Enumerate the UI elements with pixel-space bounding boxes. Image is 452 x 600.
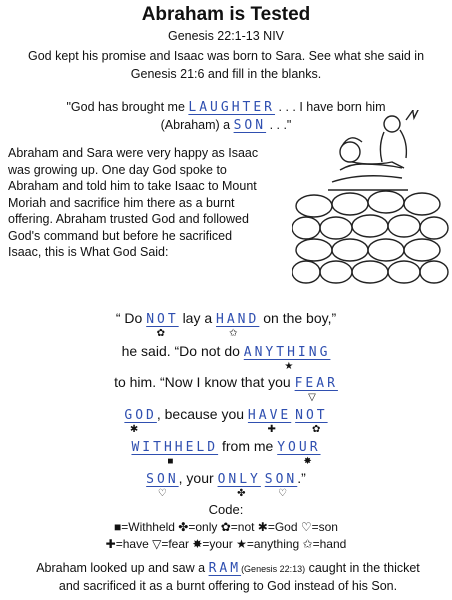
puzzle-text: to him. “Now I know that you: [114, 374, 291, 390]
story-line: offering. Abraham trusted God and followed: [8, 212, 249, 226]
quote-text: (Abraham) a: [160, 118, 231, 132]
puzzle-word: [264, 470, 298, 499]
fill-blank-anything[interactable]: ANYTHING: [243, 345, 331, 360]
puzzle-word: [247, 406, 292, 435]
puzzle-line-6: [0, 470, 452, 499]
intro-text: [0, 47, 452, 83]
puzzle-word: [294, 374, 338, 403]
story-line: was growing up. One day God spoke to: [8, 162, 227, 177]
story-line: Abraham and told him to take Isaac to Mount: [8, 179, 257, 193]
son-code-icon: ♡: [278, 488, 288, 499]
story-line: Moriah and sacrifice him there as a burnt: [8, 195, 235, 210]
fill-blank-hand[interactable]: HAND: [216, 312, 260, 327]
code-row-1: ■=Withheld ✤=only ✿=not ✱=God ♡=son: [114, 520, 338, 534]
hand-code-icon: ✩: [229, 328, 238, 339]
fill-blank-ram[interactable]: RAM: [208, 561, 242, 576]
puzzle-line-4: [0, 406, 452, 435]
fill-blank-god[interactable]: GOD: [124, 408, 157, 423]
puzzle-line-1: [0, 310, 452, 339]
fill-blank-son-2[interactable]: SON: [146, 472, 179, 487]
fill-blank-son-3[interactable]: SON: [264, 472, 298, 487]
puzzle-word: [277, 438, 321, 467]
scripture-reference: Genesis 22:1-13 NIV: [167, 29, 285, 43]
fill-blank-not-2[interactable]: NOT: [295, 408, 328, 423]
puzzle-text: “ Do: [115, 310, 143, 326]
fill-blank-fear[interactable]: FEAR: [294, 376, 338, 391]
puzzle-word: [146, 310, 179, 339]
quote-text: . . . I have born him: [278, 100, 386, 114]
story-paragraph: [8, 145, 308, 261]
puzzle-word: [146, 470, 179, 499]
fill-blank-your[interactable]: YOUR: [277, 440, 321, 455]
puzzle-text: .”: [297, 470, 306, 486]
story-line: Abraham and Sara were very happy as Isaac: [8, 146, 259, 160]
fill-blank-withheld[interactable]: WITHHELD: [131, 440, 219, 455]
not-code-icon: ✿: [312, 424, 321, 435]
only-code-icon: ✤: [237, 488, 246, 499]
your-code-icon: ✸: [303, 456, 312, 467]
fill-blank-son[interactable]: SON: [233, 118, 267, 133]
puzzle-word: [217, 470, 261, 499]
puzzle-word: [216, 310, 260, 339]
puzzle-word: [124, 406, 157, 435]
puzzle-text: from me: [221, 438, 274, 454]
code-title: Code:: [208, 502, 244, 517]
story-line: Isaac, this is What God Said:: [8, 245, 169, 259]
puzzle-word: [131, 438, 219, 467]
code-row-2: ✚=have ▽=fear ✸=your ★=anything ✩=hand: [105, 537, 347, 551]
puzzle-text: on the boy,”: [263, 310, 337, 326]
closing-line-2: and sacrificed it as a burnt offering to God instead of his Son.: [58, 579, 398, 593]
fill-blank-only[interactable]: ONLY: [217, 472, 261, 487]
puzzle-line-5: [0, 438, 452, 467]
god-code-icon: ✱: [129, 424, 139, 435]
anything-code-icon: ★: [284, 361, 294, 372]
quote-text: . . .": [269, 118, 292, 132]
fill-blank-not[interactable]: NOT: [146, 312, 179, 327]
closing-reference: (Genesis 22:13): [241, 564, 306, 574]
have-code-icon: ✚: [267, 424, 276, 435]
fill-blank-laughter[interactable]: LAUGHTER: [188, 100, 276, 115]
intro-line: Genesis 21:6 and fill in the blanks.: [130, 67, 322, 81]
puzzle-text: he said. “Do not do: [121, 343, 240, 359]
intro-line: God kept his promise and Isaac was born to Sara. See what she said in: [27, 49, 425, 63]
closing-line-1: [6, 560, 450, 578]
not-code-icon: ✿: [156, 328, 165, 339]
quote-text: "God has brought me: [66, 100, 185, 114]
puzzle-word: [295, 406, 328, 435]
closing-paragraph: [6, 560, 450, 595]
withheld-code-icon: ■: [167, 456, 174, 467]
page-title: Abraham is Tested: [141, 4, 311, 25]
puzzle-text: , because you: [156, 406, 245, 422]
closing-text: caught in the thicket: [308, 561, 420, 575]
puzzle-word: [243, 343, 331, 372]
closing-text: Abraham looked up and saw a: [36, 561, 206, 575]
puzzle-line-2: [0, 343, 452, 372]
puzzle-line-3: [0, 374, 452, 403]
altar-illustration: [292, 110, 450, 290]
fear-code-icon: ▽: [308, 392, 316, 403]
story-line: God's command but before he sacrificed: [8, 228, 233, 243]
puzzle-text: lay a: [182, 310, 213, 326]
fill-blank-have[interactable]: HAVE: [247, 408, 292, 423]
son-code-icon: ♡: [157, 488, 167, 499]
puzzle-text: , your: [178, 470, 214, 486]
